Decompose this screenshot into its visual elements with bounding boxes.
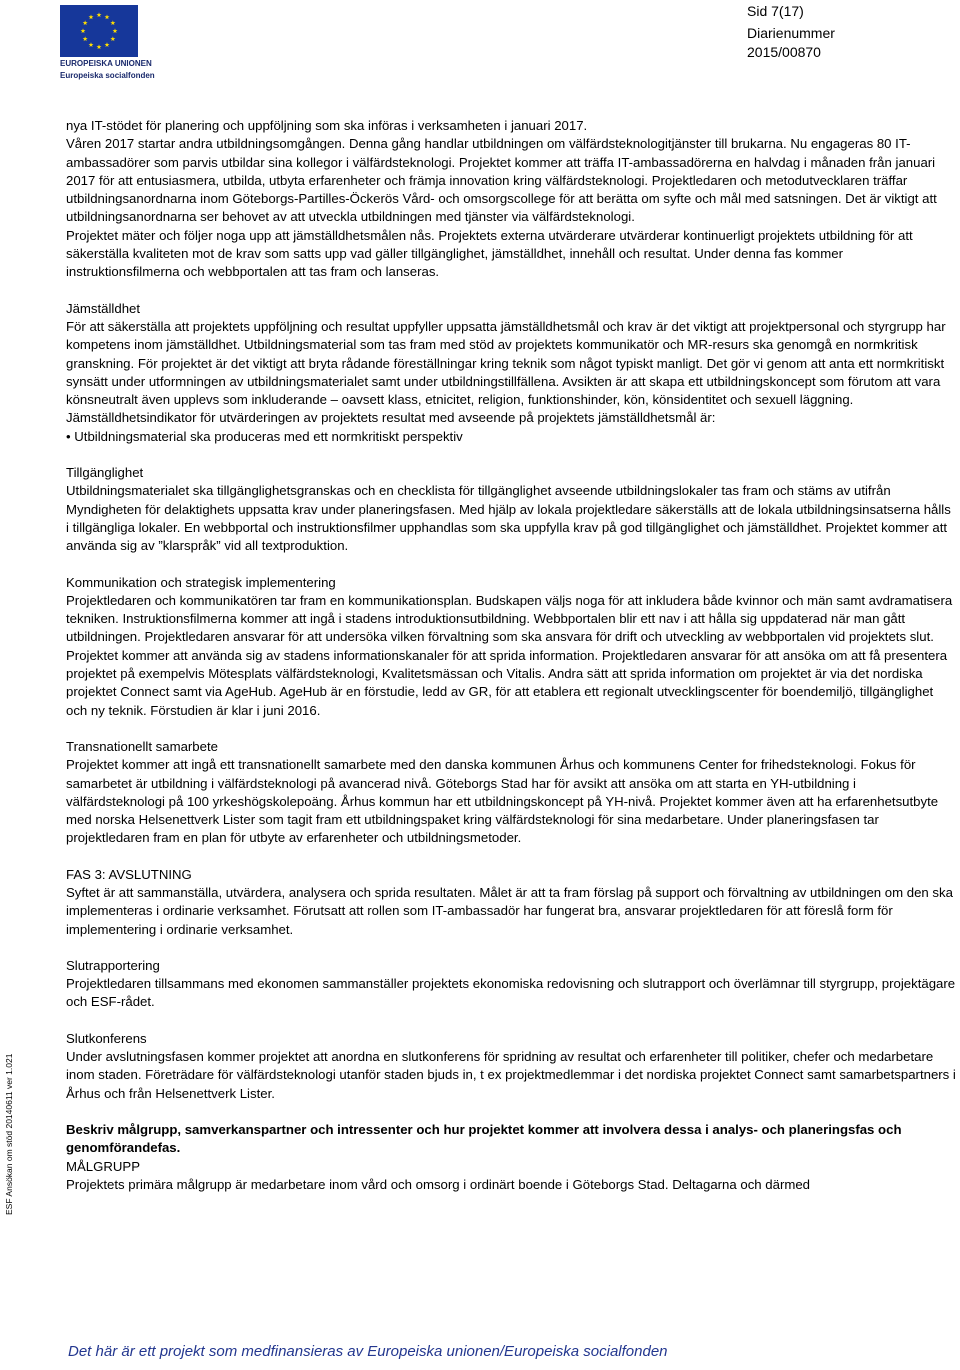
trans-text: Projektet kommer att ingå ett transnationellt samarbete med den danska kommunen Århus och kommunens Center for frihedsteknologi. Fokus för samarbetet är utbildning i välfärdsteknologi på avancerad nivå. Göteborgs Stad har för avsikt att ansöka om att starta en YH-utbildning i välfärdsteknologi på 100 yrkeshögskolepoäng. Århus kommun har ett utbildningskoncept på YH-nivå. Projektet kommer även att ha erfarenhetsutbyte med norska Helsenettverk Lister som tagit fram ett utbildningspaket kring välfärdsteknologi för sina medarbetare. Under planeringsfasen tar projektledaren fram en plan för utbyte av erfarenheter och utbildningsmetoder. xyxy=(66,757,939,846)
diarie-label: Diarienummer xyxy=(747,25,835,41)
slutrapp-heading: Slutrapportering xyxy=(66,957,160,973)
comm-heading: Kommunikation och strategisk implementering xyxy=(66,574,336,590)
trans-heading: Transnationellt samarbete xyxy=(66,738,218,754)
access-text: Utbildningsmaterialet ska tillgänglighetsgranskas och en checklista för tillgänglighet avseende utbildningslokaler tas fram och stäms av utifrån Myndigheten för delaktighets uppsatta krav under planeringsfasen. Med hjälp av lokala projektledare säkerställs att de lokala utbildningsinsatserna hålls i tillgängliga lokaler. En webbportal och instruktionsfilmer upphandlas som ska uppfylla krav på god tillgänglighet och jämställdhet. Projektet kommer att använda sig av ”klarspråk” vid all textproduktion. xyxy=(66,483,951,554)
spring-paragraph: Våren 2017 startar andra utbildningsomgången. Denna gång handlar utbildningen om välfärdsteknologitjänster till brukarna. Nu engageras 80 IT-ambassadörer som parvis utbildar sina kollegor i välfärdsteknologi. Projektet kommer att träffa IT-ambassadörerna en halvdag i månaden från januari 2017 för att entusiasmera, utbilda, utbyta erfarenheter och främja innovation kring välfärdsteknologi. Projektledaren och metodutvecklaren träffar utbildningsanordnarna inom Göteborgs-Partilles-Öckerös Vård- och omsorgscollege för att berätta om syfte och mål med satsningen. Det är viktigt att utbildningsanordnarna ser behovet av att utveckla utbildningen med tjänster via välfärdsteknologi. xyxy=(66,136,937,225)
fas3-text: Syftet är att sammanställa, utvärdera, analysera och sprida resultaten. Målet är att ta fram förslag på support och förvaltning av utbildningen om den ska implementeras i ordinarie verksamhet. Förutsatt att rollen som IT-ambassadör har fungerat bra, ansvarar projektledaren för att föreslå form för implementering i ordinarie verksamhet. xyxy=(66,884,953,937)
section-slutrapportering xyxy=(66,957,956,1012)
side-version-text: ESF Ansökan om stöd 20140611 ver 1.021 xyxy=(4,1053,14,1215)
eu-star-icon xyxy=(89,15,94,20)
eu-star-icon xyxy=(83,20,88,25)
section-slutkonferens xyxy=(66,1030,956,1103)
eu-flag-icon xyxy=(60,5,138,57)
logo-line-2: Europeiska socialfonden xyxy=(60,71,155,80)
malgrupp-heading: MÅLGRUPP xyxy=(66,1158,141,1174)
diarie-number: 2015/00870 xyxy=(747,44,821,60)
eu-star-icon xyxy=(83,36,88,41)
section-fas3 xyxy=(66,866,956,939)
eu-star-icon xyxy=(113,28,118,33)
malgrupp-text: Projektets primära målgrupp är medarbetare inom vård och omsorg i ordinärt boende i Göteborgs Stad. Deltagarna och därmed xyxy=(66,1176,811,1192)
logo-line-1: EUROPEISKA UNIONEN xyxy=(60,59,152,68)
eu-star-icon xyxy=(81,28,86,33)
eu-logo xyxy=(60,5,155,80)
section-communication xyxy=(66,574,956,720)
page-number: Sid 7(17) xyxy=(747,3,804,19)
measure-paragraph: Projektet mäter och följer noga upp att jämställdhetsmålen nås. Projektets externa utvärderare utvärderar kontinuerligt projektets utbildning för att säkerställa kvaliteten mot de krav som satts upp vad gäller tillgänglighet, jämställdhet, innehåll och resultat. Under denna fas kommer instruktionsfilmerna och webbportalen att tas fram och lanseras. xyxy=(66,227,913,280)
section-accessibility xyxy=(66,464,956,555)
eu-star-icon xyxy=(110,20,115,25)
fas3-heading: FAS 3: AVSLUTNING xyxy=(66,866,192,882)
section-equality xyxy=(66,300,956,446)
eu-star-icon xyxy=(110,36,115,41)
eu-star-icon xyxy=(105,42,110,47)
slutkonf-text: Under avslutningsfasen kommer projektet att anordna en slutkonferens för spridning av resultat och erfarenheter till politiker, chefer och medarbetare inom staden. Företrädare för välfärdsteknologi utanför staden bjuds in, t ex projektmedlemmar i det nordiska projektet Connect samt samarbetspartners i Århus och från Helsenettverk Lister. xyxy=(66,1049,956,1101)
footer-text: Det här är ett projekt som medfinansieras av Europeiska unionen/Europeiska socialfonden xyxy=(68,1343,668,1360)
section-target-group xyxy=(66,1121,956,1194)
eu-star-icon xyxy=(97,44,102,49)
slutrapp-text: Projektledaren tillsammans med ekonomen sammanställer projektets ekonomiska redovisning och slutrapport och överlämnar till styrgrupp, projektägare och ESF-rådet. xyxy=(66,976,956,1010)
section-transnational xyxy=(66,738,956,848)
question-heading: Beskriv målgrupp, samverkanspartner och intressenter och hur projektet kommer att involvera dessa i analys- och planeringsfas och genomförandefas. xyxy=(66,1121,902,1156)
equality-heading: Jämställdhet xyxy=(66,300,141,316)
document-body xyxy=(66,117,956,1194)
access-heading: Tillgänglighet xyxy=(66,465,144,481)
eu-star-icon xyxy=(89,42,94,47)
comm-text: Projektledaren och kommunikatören tar fram en kommunikationsplan. Budskapen väljs noga för att inkludera både kvinnor och män samt avdramatisera tekniken. Instruktionsfilmerna kommer att ingå i stadens introduktionsutbildning. Webbportalen blir ett nav i att hålla sig uppdaterad när man gått utbildningen. Projektledaren ansvarar för att undersöka vilken förvaltning som ska ansvara för drift och utveckling av webbportalen vid projektets slut. Projektet kommer att använda sig av stadens informationskanaler för att sprida information. Projektledaren ansvarar för att ansöka om att få presentera projektet på exempelvis Mötesplats välfärdsteknologi, Kvalitetsmässan och Vitalis. Andra sätt att sprida information om projektet är via det nordiska projektet Connect samt via AgeHub. AgeHub är en förstudie, ledd av GR, för att etablera ett regionalt utvecklingscenter för boendemiljö, tillgänglighet och ny teknik. Förstudien är klar i juni 2016. xyxy=(66,592,953,718)
document-header xyxy=(747,2,835,62)
intro-paragraph: nya IT-stödet för planering och uppföljning som ska införas i verksamheten i januari 2017. xyxy=(66,118,588,133)
eu-star-icon xyxy=(105,15,110,20)
eu-star-icon xyxy=(97,12,102,17)
equality-text: För att säkerställa att projektets uppföljning och resultat uppfyller uppsatta jämställdhetsmål och krav är det viktigt att projektpersonal och styrgrupp har kompetens inom jämställdhet. Utbildningsmaterial som tas fram med stöd av projektets kommunikatör och MR-resurs ska genomgå en normkritisk granskning. För projektet är det viktigt att bryta rådande föreställningar kring teknik som något typiskt manligt. Det gör vi genom att anta ett normkritiskt synsätt under utformningen av utbildningsmaterialet samt under utbildningstillfällena. Avsikten är att skapa ett utbildningskoncept som förutom att vara könsneutralt även upplevs som inkluderande – oavsett klass, etnicitet, religion, funktionshinder, kön, könsidentitet och sexuell läggning. Jämställdhetsindikator för utvärderingen av projektets resultat med avseende på projektets jämställdhetsmål är: xyxy=(66,318,946,426)
equality-bullet: • Utbildningsmaterial ska produceras med ett normkritiskt perspektiv xyxy=(66,428,463,444)
slutkonf-heading: Slutkonferens xyxy=(66,1030,147,1046)
